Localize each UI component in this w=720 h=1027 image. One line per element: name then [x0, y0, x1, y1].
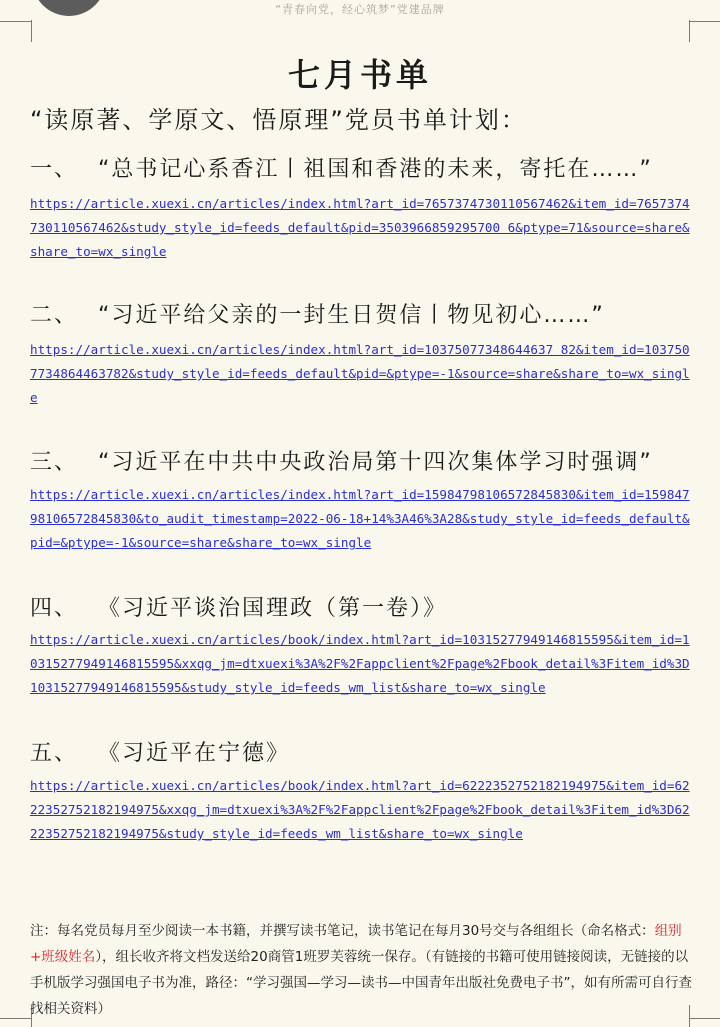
book-item-heading: [30, 445, 653, 476]
item-title: “习近平在中共中央政治局第十四次集体学习时强调”: [98, 450, 653, 475]
naming-format-highlight: 组别+班级姓名: [30, 923, 682, 965]
book-link[interactable]: https://article.xuexi.cn/articles/index.html?art_id=10375077348644637 82&item_id=1037507734864463782&study_style_id=feeds_default&pid=&ptype=-1&source=share&share_to=wx_single: [30, 342, 690, 405]
item-title: 《习近平谈治国理政（第一卷）》: [98, 596, 448, 621]
book-item-heading: [30, 298, 605, 329]
brand-header: “青春向党，经心筑梦”党建品牌: [275, 3, 445, 16]
book-link[interactable]: https://article.xuexi.cn/articles/book/index.html?art_id=10315277949146815595&item_id=10315277949146815595&xxqg_jm=dtxuexi%3A%2F%2Fappclient%2Fpage%2Fbook_detail%3Fitem_id%3D10315277949146815595&study_style_id=feeds_wm_list&share_to=wx_single: [30, 632, 690, 695]
footnote-text: ），组长收齐将文档发送给20商管1班罗芙蓉统一保存。（有链接的书籍可使用链接阅读，无链接的以手机版学习强国电子书为准，路径：“学习强国—学习—读书—中国青年出版社免费电子书”，如有所需可自行查找相关资料）: [30, 949, 692, 1017]
item-number: 二、: [30, 303, 79, 328]
item-number: 四、: [30, 596, 79, 621]
book-link[interactable]: https://article.xuexi.cn/articles/index.html?art_id=15984798106572845830&item_id=15984798106572845830&to_audit_timestamp=2022-06-18+14%3A46%3A28&study_style_id=feeds_default&pid=&ptype=-1&source=share&share_to=wx_single: [30, 487, 690, 550]
frame-corner-line: [0, 1018, 32, 1019]
book-item-heading: [30, 736, 290, 767]
frame-corner-line: [31, 20, 32, 42]
footnote: [30, 918, 692, 1022]
book-link[interactable]: https://article.xuexi.cn/articles/index.html?art_id=7657374730110567462&item_id=7657374730110567462&study_style_id=feeds_default&pid=3503966859295700 6&ptype=71&source=share&share_to=wx_single: [30, 196, 690, 259]
frame-corner-line: [690, 21, 720, 22]
item-title: 《习近平在宁德》: [98, 741, 291, 766]
book-link[interactable]: https://article.xuexi.cn/articles/book/index.html?art_id=6222352752182194975&item_id=6222352752182194975&xxqg_jm=dtxuexi%3A%2F%2Fappclient%2Fpage%2Fbook_detail%3Fitem_id%3D6222352752182194975&study_style_id=feeds_wm_list&share_to=wx_single: [30, 778, 690, 841]
item-number: 五、: [30, 741, 79, 766]
item-number: 一、: [30, 157, 79, 182]
frame-corner-line: [689, 20, 690, 42]
frame-corner-line: [690, 1018, 720, 1019]
page-subtitle: “读原著、学原文、悟原理”党员书单计划：: [30, 106, 527, 134]
item-title: “总书记心系香江丨祖国和香港的未来，寄托在……”: [98, 157, 653, 182]
item-title: “习近平给父亲的一封生日贺信丨物见初心……”: [98, 303, 605, 328]
footnote-text: 注：每名党员每月至少阅读一本书籍，并撰写读书笔记，读书笔记在每月30号交与各组组长（命名格式：: [30, 923, 655, 939]
book-item-heading: [30, 591, 447, 622]
item-number: 三、: [30, 450, 79, 475]
book-item-heading: [30, 152, 653, 183]
page-title: 七月书单: [287, 56, 432, 94]
frame-corner-line: [0, 21, 32, 22]
